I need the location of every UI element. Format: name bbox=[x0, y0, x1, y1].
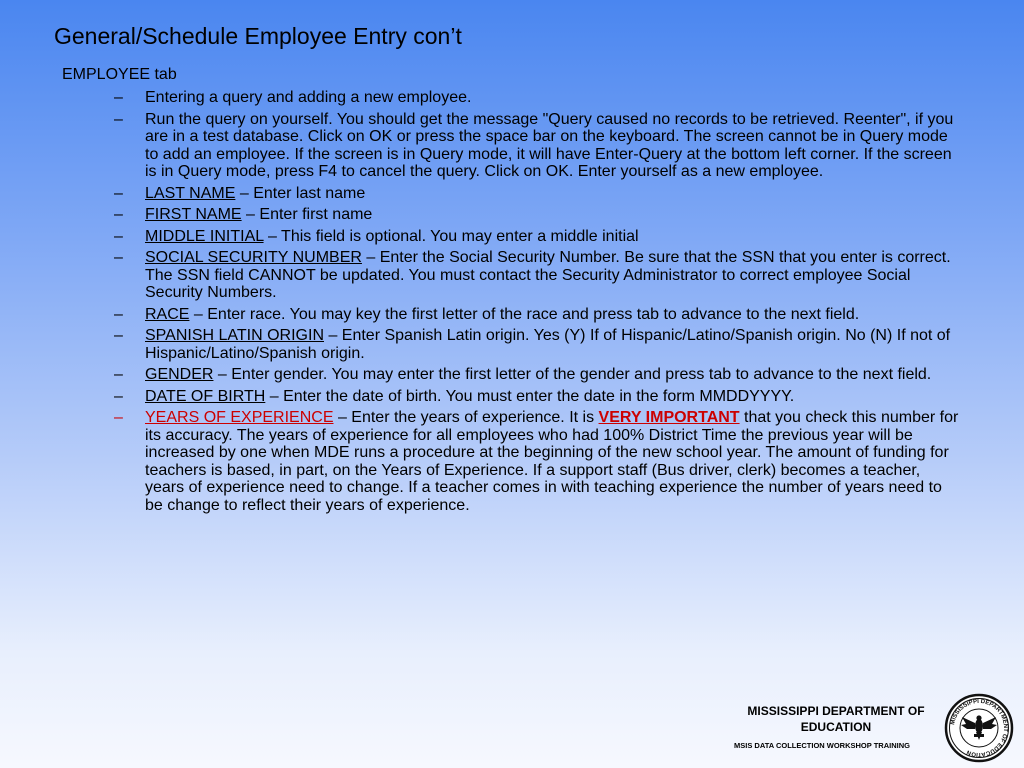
list-item bbox=[114, 327, 963, 362]
dash-bullet: – bbox=[114, 366, 123, 383]
item-text: – Enter first name bbox=[241, 206, 373, 223]
list-item bbox=[114, 366, 963, 384]
list-item bbox=[114, 227, 963, 246]
field-label-gender: GENDER bbox=[145, 366, 214, 383]
footer-subtitle: MSIS DATA COLLECTION WORKSHOP TRAINING bbox=[734, 741, 910, 750]
dash-bullet: – bbox=[114, 305, 123, 323]
item-text: Entering a query and adding a new employee. bbox=[145, 89, 472, 106]
item-text: – Enter the years of experience. It is bbox=[333, 409, 599, 426]
dash-bullet: – bbox=[114, 327, 123, 344]
item-text: – Enter race. You may key the first letter of the race and press tab to advance to the next field. bbox=[189, 305, 860, 323]
dash-bullet: – bbox=[114, 184, 123, 202]
list-item bbox=[114, 409, 963, 514]
seal-text: MISSISSIPPI DEPARTMENT OF EDUCATION bbox=[950, 698, 1009, 758]
bullet-list bbox=[0, 89, 1024, 518]
list-item bbox=[114, 89, 963, 107]
mde-seal-logo bbox=[944, 693, 1014, 763]
field-label-years-of-experience: YEARS OF EXPERIENCE bbox=[145, 409, 334, 426]
item-text: – Enter the Social Security Number. Be sure that the SSN that you enter is correct. The SSN field CANNOT be updated. You must contact the Security Administrator to correct employee Social Security Numbers. bbox=[145, 249, 951, 301]
dash-bullet: – bbox=[114, 227, 123, 245]
list-item bbox=[114, 305, 963, 324]
very-important-emphasis: VERY IMPORTANT bbox=[598, 409, 740, 426]
footer-organization bbox=[730, 703, 942, 735]
field-label-first-name: FIRST NAME bbox=[145, 206, 242, 223]
dash-bullet: – bbox=[114, 249, 123, 266]
list-item bbox=[114, 184, 963, 203]
field-label-date-of-birth: DATE OF BIRTH bbox=[145, 387, 266, 405]
field-label-spanish-latin-origin: SPANISH LATIN ORIGIN bbox=[145, 327, 324, 344]
item-text: – Enter Spanish Latin origin. Yes (Y) If of Hispanic/Latino/Spanish origin. No (N) If not of Hispanic/Latino/Spanish origin. bbox=[145, 327, 951, 362]
list-item bbox=[114, 110, 963, 181]
list-item bbox=[114, 206, 963, 224]
field-label-last-name: LAST NAME bbox=[145, 184, 236, 202]
footer-org-line1: MISSISSIPPI DEPARTMENT OF bbox=[747, 704, 925, 718]
field-label-race: RACE bbox=[145, 305, 190, 323]
dash-bullet: – bbox=[114, 387, 123, 405]
field-label-middle-initial: MIDDLE INITIAL bbox=[145, 227, 264, 245]
section-heading: EMPLOYEE tab bbox=[62, 66, 177, 83]
item-text: – This field is optional. You may enter a middle initial bbox=[263, 227, 639, 245]
item-text: – Enter gender. You may enter the first letter of the gender and press tab to advance to the next field. bbox=[213, 366, 932, 383]
list-item bbox=[114, 387, 963, 406]
item-text: Run the query on yourself. You should get the message "Query caused no records to be retrieved. Reenter", if you are in a test database. Click on OK or press the space bar on the keyboard. The screen cannot be in Query mode to add an employee. If the screen is in Query mode, it will have Enter-Query at the bottom left corner. If the screen is in Query mode, press F4 to cancel the query. Click on OK. Enter yourself as a new employee. bbox=[145, 110, 954, 180]
item-text: – Enter last name bbox=[235, 184, 366, 202]
slide-title: General/Schedule Employee Entry con’t bbox=[54, 23, 462, 49]
footer-org-line2: EDUCATION bbox=[800, 720, 872, 734]
dash-bullet: – bbox=[114, 89, 123, 106]
item-text: – Enter the date of birth. You must enter the date in the form MMDDYYYY. bbox=[265, 387, 795, 405]
dash-bullet: – bbox=[114, 110, 123, 128]
field-label-ssn: SOCIAL SECURITY NUMBER bbox=[145, 249, 362, 266]
list-item bbox=[114, 249, 963, 302]
dash-bullet: – bbox=[114, 206, 123, 223]
item-text: that you check this number for its accuracy. The years of experience for all employees who had 100% District Time the previous year will be increased by one when MDE runs a procedure at the beginning of the new school year. The amount of funding for teachers is based, in part, on the Years of Experience. If a support staff (Bus driver, clerk) becomes a teacher, years of experience need to change. If a teacher comes in with teaching experience the number of years need to be change to reflect their years of experience. bbox=[145, 409, 959, 514]
dash-bullet: – bbox=[114, 409, 123, 426]
